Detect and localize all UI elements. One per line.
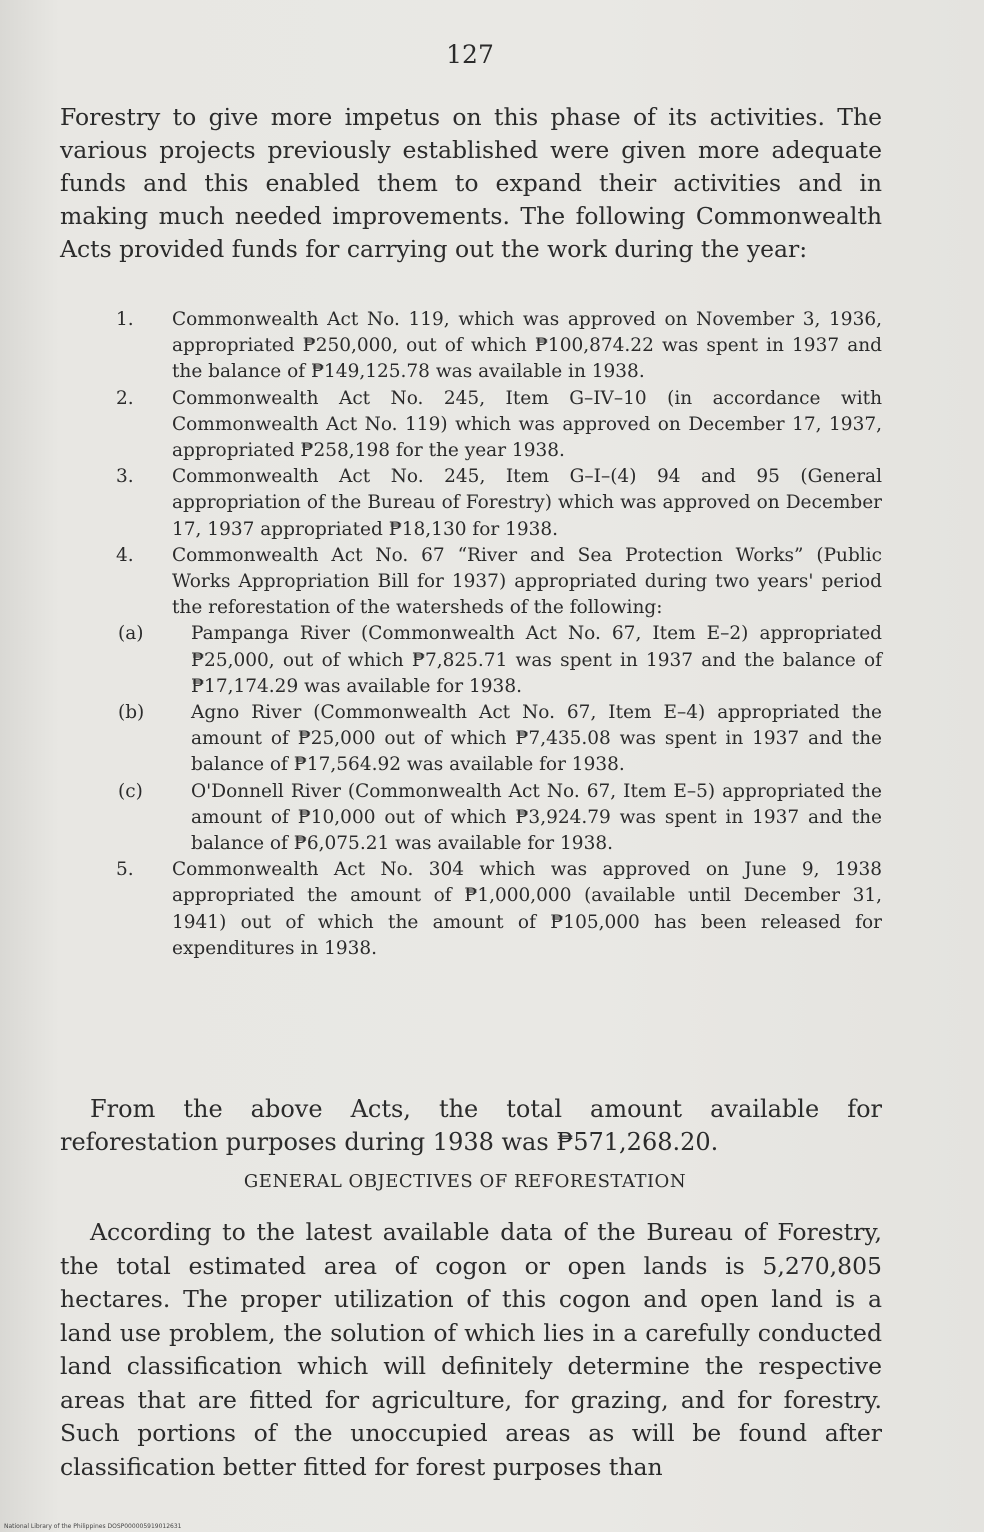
list-item-number: (a) [118, 623, 144, 645]
list-item-number: 4. [116, 544, 134, 566]
list-item-text: Commonwealth Act No. 245, Item G–IV–10 (in accordance with Commonwealth Act No. 119) which was approved on December 17, 1937, appropriated ₱258,198 for the year 1938. [172, 387, 882, 462]
list-item-text: Pampanga River (Commonwealth Act No. 67, Item E–2) appropriated ₱25,000, out of which ₱7,825.71 was spent in 1937 and the balance of ₱17,174.29 was available for 1938. [191, 623, 882, 697]
objectives-paragraph: According to the latest available data of the Bureau of Forestry, the total estimated area of cogon or open lands is 5,270,805 hectares. The proper utilization of this cogon and open land is a land use problem, the solution of which lies in a carefully conducted land classification which will definitely determine the respective areas that are fitted for agriculture, for grazing, and for forestry. Such portions of the unoccupied areas as will be found after classification better fitted for forest purposes than [60, 1218, 882, 1481]
list-item-number: 2. [116, 387, 134, 409]
list-item-number: 5. [116, 859, 134, 881]
list-item-number: (c) [118, 780, 143, 802]
list-item-1 [116, 307, 882, 386]
list-subitem-b [116, 700, 882, 779]
list-item-text: Commonwealth Act No. 67 “River and Sea Protection Works” (Public Works Appropriation Bill for 1937) appropriated during two years' period the reforestation of the watersheds of the following: [172, 544, 882, 619]
list-item-number: 1. [116, 309, 134, 330]
list-subitem-c [116, 779, 882, 858]
list-item-2 [116, 386, 882, 465]
list-item-text: O'Donnell River (Commonwealth Act No. 67, Item E–5) appropriated the amount of ₱10,000 out of which ₱3,924.79 was spent in 1937 and the balance of ₱6,075.21 was available for 1938. [191, 780, 882, 855]
intro-paragraph: Forestry to give more impetus on this phase of its activities. The various projects previously established were given more adequate funds and this enabled them to expand their activities and in making much needed improvements. The following Commonwealth Acts provided funds for carrying out the work during the year: [60, 103, 882, 263]
appropriations-list [116, 307, 882, 962]
list-item-5 [116, 857, 882, 962]
total-paragraph: From the above Acts, the total amount available for reforestation purposes during 1938 was ₱571,268.20. [60, 1095, 882, 1156]
list-item-text: Commonwealth Act No. 304 which was approved on June 9, 1938 appropriated the amount of ₱1,000,000 (available until December 31, 1941) out of which the amount of ₱105,000 has been released for expenditures in 1938. [172, 859, 882, 959]
library-footer-note: National Library of the Philippines DOSP000005919012631 [4, 1523, 182, 1530]
list-item-number: 3. [116, 466, 134, 488]
list-item-3 [116, 464, 882, 543]
page-number: 127 [446, 40, 494, 69]
list-item-text: Agno River (Commonwealth Act No. 67, Item E–4) appropriated the amount of ₱25,000 out of which ₱7,435.08 was spent in 1937 and the balance of ₱17,564.92 was available for 1938. [191, 702, 882, 776]
list-item-number: (b) [118, 702, 145, 724]
list-subitem-a [116, 621, 882, 700]
list-item-4 [116, 543, 882, 622]
list-item-text: Commonwealth Act No. 245, Item G–I–(4) 94 and 95 (General appropriation of the Bureau of Forestry) which was approved on December 17, 1937 appropriated ₱18,130 for 1938. [172, 466, 882, 540]
list-item-text: Commonwealth Act No. 119, which was approved on November 3, 1936, appropriated ₱250,000, out of which ₱100,874.22 was spent in 1937 and the balance of ₱149,125.78 was available in 1938. [172, 309, 882, 383]
section-heading: GENERAL OBJECTIVES OF REFORESTATION [243, 1171, 687, 1192]
